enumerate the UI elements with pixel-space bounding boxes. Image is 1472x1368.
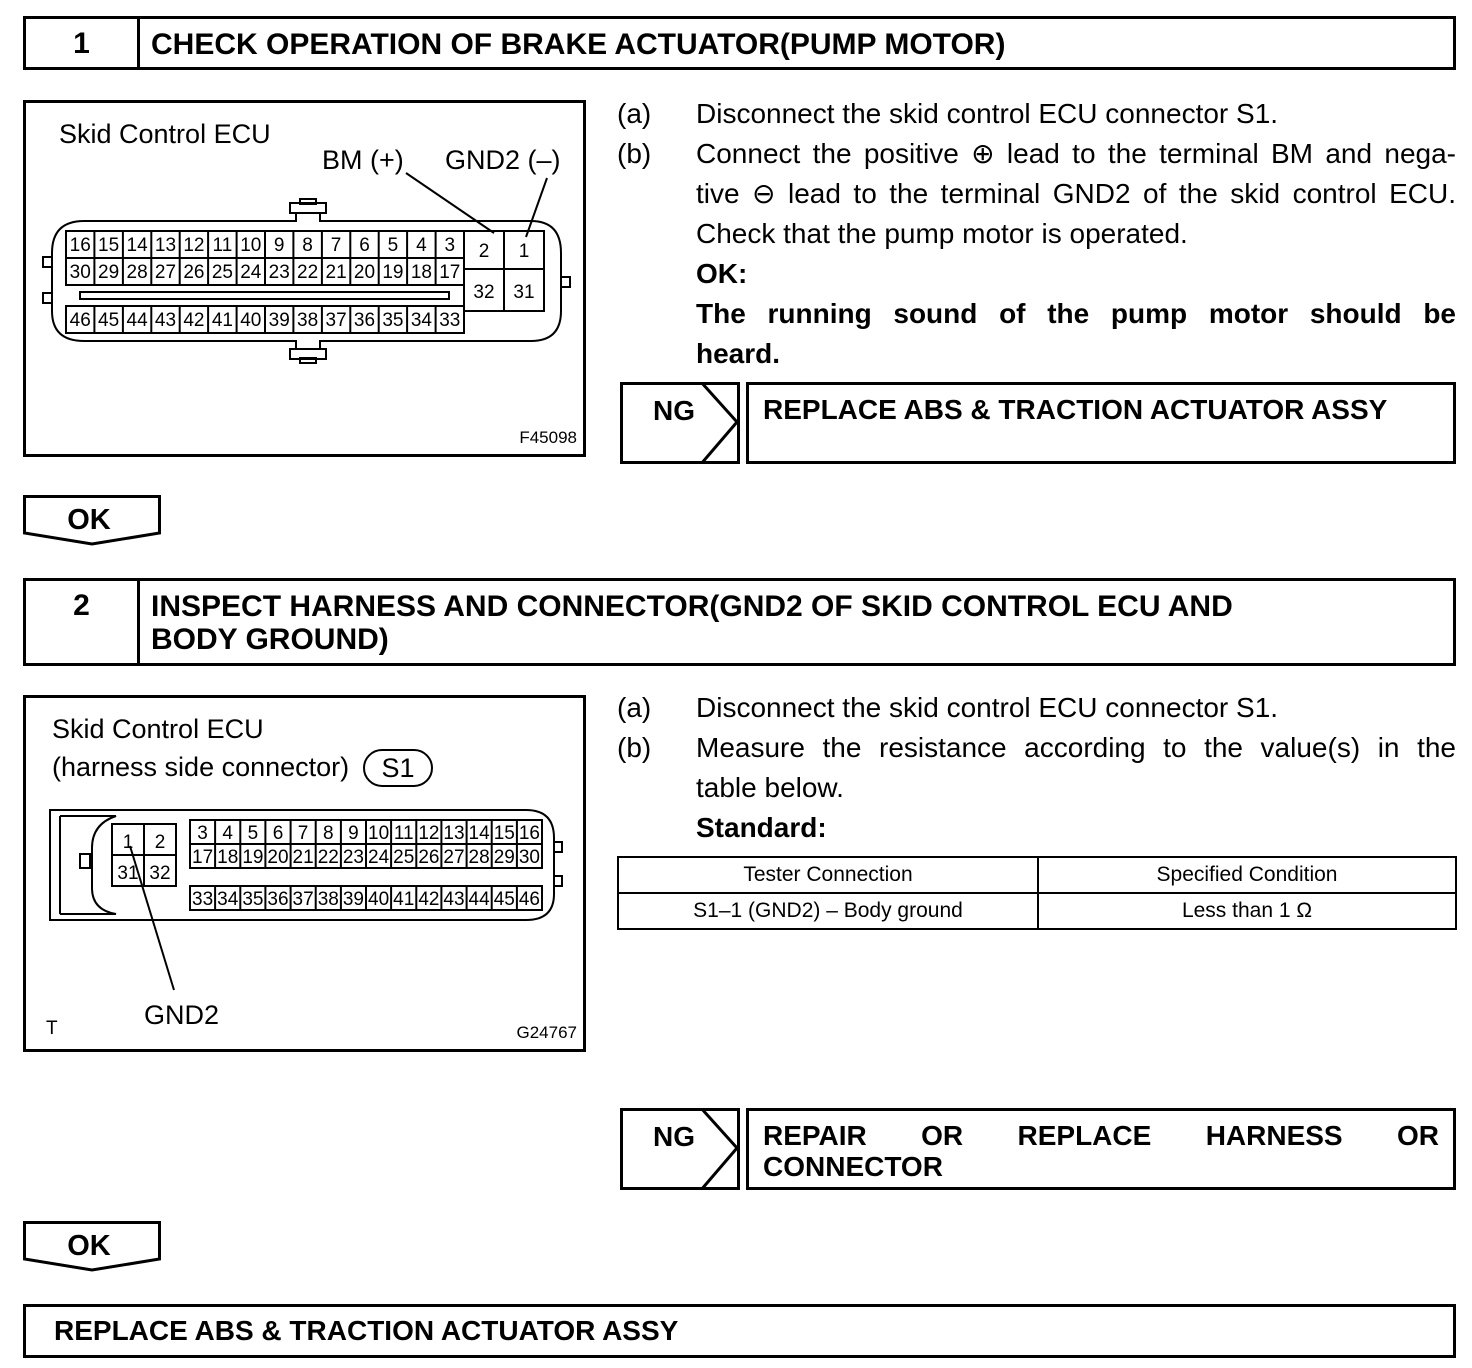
step2-connector-diagram [26, 698, 586, 1052]
ng-word: OR [1397, 1120, 1439, 1151]
step2-b-line2: table below. [696, 772, 844, 803]
step2-pin: 30 [518, 847, 540, 868]
step1-ok-line2: heard. [696, 338, 781, 369]
step2-standard-label: Standard: [696, 812, 827, 843]
step2-pin: 11 [393, 823, 414, 844]
step1-pin: 29 [98, 262, 120, 283]
step1-b-line3: Check that the pump motor is operated. [696, 218, 1188, 249]
step1-ng-result-text: REPLACE ABS & TRACTION ACTUATOR ASSY [763, 394, 1388, 425]
step2-pin: 15 [493, 823, 515, 844]
step2-ok-arrow [23, 1221, 161, 1275]
step1-pin: 45 [98, 310, 120, 331]
ng-arrow-icon [699, 1108, 743, 1190]
step1-pin: 22 [297, 262, 319, 283]
step2-pin: 5 [247, 823, 259, 844]
step2-pin: 29 [493, 847, 515, 868]
step1-pin: 10 [240, 235, 262, 256]
step2-pin: 37 [292, 889, 314, 910]
step2-pin: 44 [468, 889, 490, 910]
step2-pin: 45 [493, 889, 515, 910]
step2-a-text: Disconnect the skid control ECU connector S1. [696, 692, 1279, 723]
step1-pin: 4 [416, 235, 427, 256]
step2-pin: 19 [242, 847, 264, 868]
step2-pin: 14 [468, 823, 490, 844]
step2-ecu-label: Skid Control ECU [52, 714, 264, 744]
ng-word: REPLACE [1017, 1120, 1152, 1151]
step1-pin: 11 [212, 235, 233, 256]
step1-pin: 33 [439, 310, 461, 331]
step2-number: 2 [26, 581, 140, 663]
step2-b-line1: Measure the resistance according to the value(s) in the [696, 732, 1456, 763]
step2-pin: 6 [272, 823, 284, 844]
step1-pin: 34 [410, 310, 432, 331]
step1-pin: 2 [478, 241, 490, 262]
table-header-cell: Tester Connection [618, 857, 1038, 893]
step1-ng-result [746, 382, 1456, 464]
step1-pin: 3 [444, 235, 456, 256]
step2-ng-result-line1 [763, 1120, 1439, 1152]
step1-pin: 39 [268, 310, 290, 331]
step2-pin: 26 [418, 847, 440, 868]
step2-pin: 39 [342, 889, 364, 910]
step2-ok-label: OK [67, 1230, 111, 1262]
step1-pin: 5 [387, 235, 399, 256]
step1-header [23, 16, 1456, 70]
step1-pin: 31 [513, 282, 535, 303]
step2-header [23, 578, 1456, 666]
step1-pin: 38 [297, 310, 319, 331]
step2-pin: 1 [122, 832, 134, 853]
table-header-cell: Specified Condition [1038, 857, 1456, 893]
step2-pin: 12 [418, 823, 440, 844]
step2-pin: 41 [393, 889, 415, 910]
step1-pin: 37 [325, 310, 347, 331]
step1-pin: 28 [126, 262, 148, 283]
step2-ng-label: NG [653, 1121, 695, 1152]
step1-a-text: Disconnect the skid control ECU connector S1. [696, 98, 1279, 129]
table-cell: Less than 1 Ω [1038, 893, 1456, 929]
step1-ng-box [620, 382, 740, 464]
step1-pin: 46 [69, 310, 91, 331]
final-result-box [23, 1304, 1456, 1358]
step1-pin: 25 [211, 262, 233, 283]
step2-pin: 42 [418, 889, 440, 910]
step1-ok-arrow [23, 495, 161, 549]
step1-ok-label: OK [67, 504, 111, 536]
step2-connector-id: S1 [381, 753, 415, 783]
step2-pin: 22 [317, 847, 339, 868]
step2-pin: 20 [267, 847, 289, 868]
ng-word: OR [921, 1120, 964, 1151]
step1-pin: 44 [126, 310, 148, 331]
step1-pin: 16 [69, 235, 91, 256]
step2-pin: 13 [443, 823, 465, 844]
spec-table [617, 856, 1457, 930]
step1-b-line2: tive ⊖ lead to the terminal GND2 of the skid control ECU. [696, 178, 1456, 209]
step2-pin: 34 [217, 889, 239, 910]
step2-pin: 2 [154, 832, 166, 853]
step1-pin: 1 [518, 241, 530, 262]
step2-pin: 9 [348, 823, 359, 844]
step1-pin: 7 [330, 235, 342, 256]
table-cell: S1–1 (GND2) – Body ground [618, 893, 1038, 929]
step1-b-marker: (b) [617, 138, 652, 169]
step1-title: CHECK OPERATION OF BRAKE ACTUATOR(PUMP MOTOR) [151, 28, 1006, 61]
step2-pin: 46 [518, 889, 540, 910]
step2-pin: 40 [368, 889, 390, 910]
step2-gnd2-label: GND2 [144, 1000, 220, 1030]
step2-ng-box [620, 1108, 740, 1190]
step1-ok-line1: The running sound of the pump motor should be [696, 298, 1456, 329]
step2-pin: 31 [117, 863, 139, 884]
step1-pin: 41 [211, 310, 233, 331]
step2-title-line2: BODY GROUND) [151, 623, 389, 656]
step1-pin: 15 [98, 235, 120, 256]
step2-ng-result [746, 1108, 1456, 1190]
ng-word: HARNESS [1205, 1120, 1343, 1151]
step2-title-line1: INSPECT HARNESS AND CONNECTOR(GND2 OF SKID CONTROL ECU AND [151, 590, 1233, 623]
step2-pin: 25 [393, 847, 415, 868]
final-result-text: REPLACE ABS & TRACTION ACTUATOR ASSY [54, 1315, 679, 1346]
ng-word: REPAIR [763, 1120, 867, 1151]
step2-pin: 18 [217, 847, 239, 868]
step2-pin: 35 [242, 889, 264, 910]
step2-pin: 32 [149, 863, 171, 884]
step1-pin: 35 [382, 310, 404, 331]
step2-pin: 4 [222, 823, 233, 844]
step2-pin: 16 [518, 823, 540, 844]
ng-arrow-icon [699, 382, 743, 464]
step1-a-marker: (a) [617, 98, 652, 129]
step2-pin: 33 [192, 889, 214, 910]
step1-pin: 19 [382, 262, 404, 283]
step1-pin: 21 [325, 262, 347, 283]
step2-a-marker: (a) [617, 692, 652, 723]
step1-pin: 6 [359, 235, 370, 256]
step1-pin: 9 [273, 235, 285, 256]
step2-pin: 8 [323, 823, 334, 844]
step1-pin: 30 [69, 262, 91, 283]
step1-pin: 42 [183, 310, 205, 331]
step2-pin: 28 [468, 847, 490, 868]
step1-pin: 12 [183, 235, 205, 256]
step2-b-marker: (b) [617, 732, 652, 763]
step1-pin: 40 [240, 310, 262, 331]
step2-figure-code: G24767 [516, 1023, 577, 1042]
step1-pin: 20 [353, 262, 376, 283]
step1-pin: 23 [268, 262, 290, 283]
step2-pin: 17 [192, 847, 214, 868]
step1-pin: 27 [154, 262, 177, 283]
step1-pin: 18 [410, 262, 432, 283]
step2-pin: 36 [267, 889, 289, 910]
step2-pin: 21 [292, 847, 314, 868]
step1-gnd2-label: GND2 (–) [445, 145, 561, 175]
step2-pin: 7 [297, 823, 309, 844]
step1-ng-label: NG [653, 395, 695, 426]
step1-pin: 13 [154, 235, 177, 256]
step1-figure [23, 100, 586, 457]
step1-b-line1: Connect the positive ⊕ lead to the terminal BM and nega- [696, 138, 1456, 169]
step2-pin: 43 [443, 889, 465, 910]
step2-pin: 38 [317, 889, 339, 910]
step1-pin: 36 [353, 310, 376, 331]
step2-harness-label: (harness side connector) [52, 752, 350, 782]
step1-number: 1 [26, 19, 140, 67]
step1-connector-diagram [26, 103, 586, 457]
step1-pin: 24 [240, 262, 262, 283]
step1-pin: 43 [154, 310, 177, 331]
step2-pin: 23 [342, 847, 364, 868]
step2-pin: 3 [197, 823, 208, 844]
step2-t-mark: T [46, 1018, 58, 1039]
step1-pin: 8 [302, 235, 313, 256]
step1-bm-label: BM (+) [322, 145, 404, 175]
step1-pin: 32 [473, 282, 495, 303]
step1-ecu-label: Skid Control ECU [59, 119, 271, 149]
step2-pin: 24 [368, 847, 390, 868]
step1-pin: 26 [183, 262, 205, 283]
step2-ng-result-line2: CONNECTOR [763, 1151, 943, 1182]
step1-pin: 14 [126, 235, 148, 256]
step2-pin: 10 [368, 823, 390, 844]
step2-pin: 27 [443, 847, 465, 868]
table-row [618, 893, 1456, 929]
table-header-row [618, 857, 1456, 893]
step2-figure [23, 695, 586, 1052]
step1-pin: 17 [439, 262, 461, 283]
step1-ok-label: OK: [696, 258, 748, 289]
step1-figure-code: F45098 [519, 428, 577, 447]
